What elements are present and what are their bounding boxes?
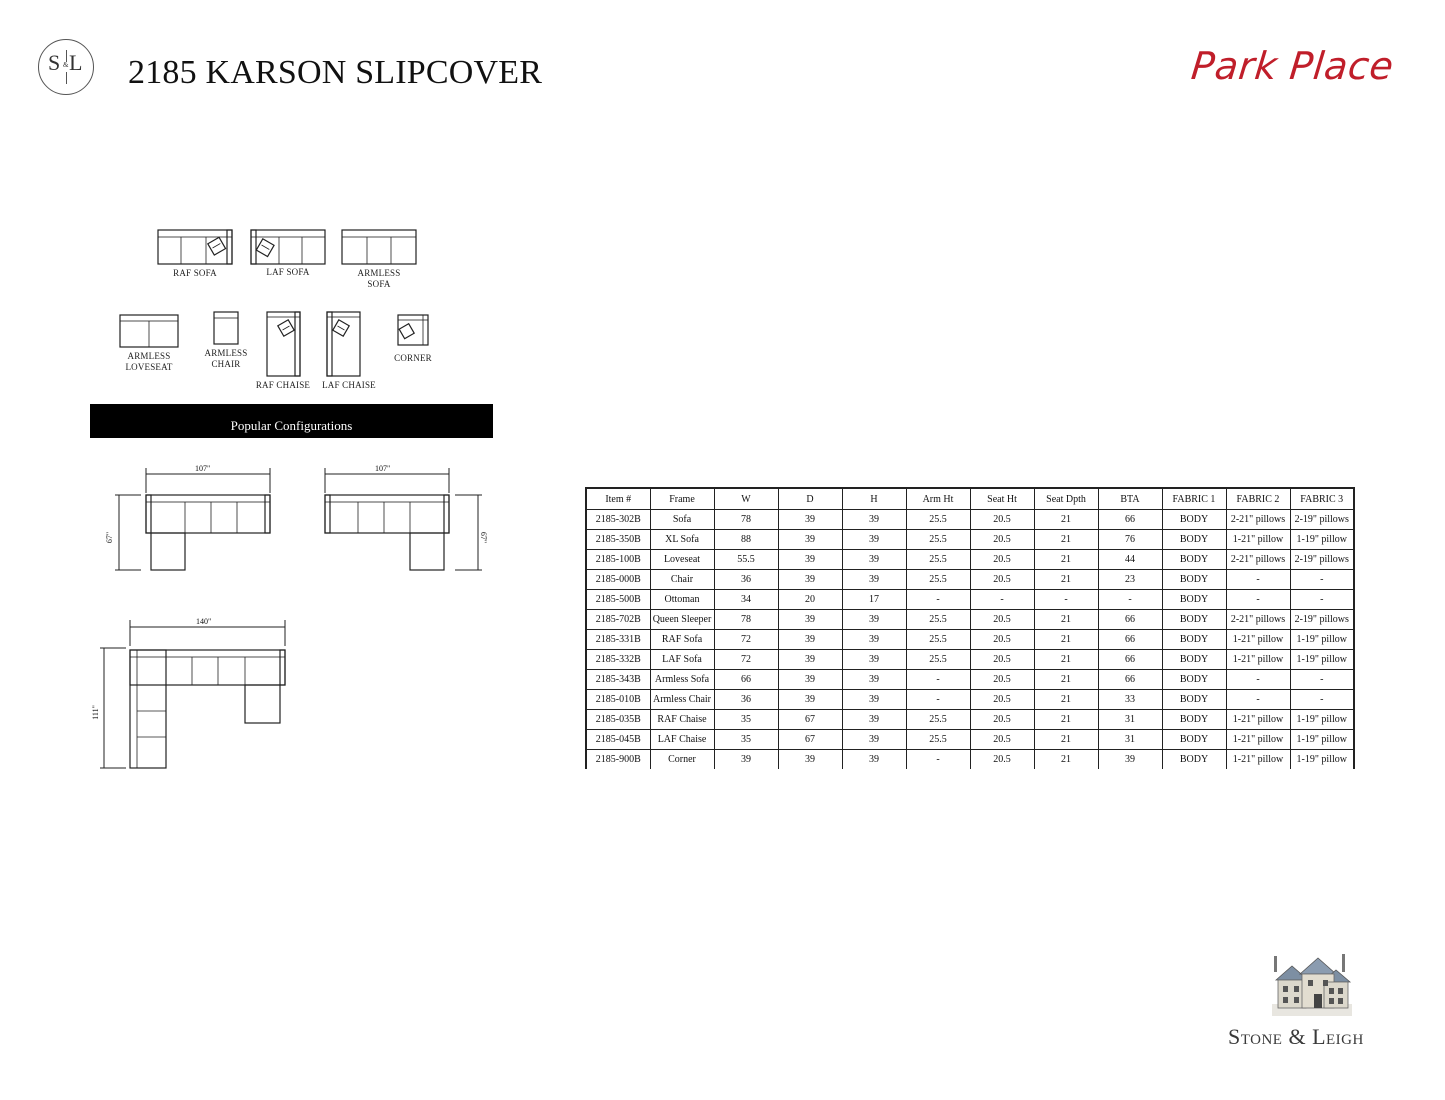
label-armless-loveseat-line2: LOVESEAT	[125, 362, 173, 372]
cell-bta: 66	[1098, 510, 1162, 530]
label-armless-chair	[186, 348, 266, 370]
cell-fabric-2: 1-21" pillow	[1226, 530, 1290, 550]
cell-w: 36	[714, 570, 778, 590]
cell-arm-ht: 25.5	[906, 610, 970, 630]
table-row	[586, 690, 1354, 710]
cell-bta: 66	[1098, 630, 1162, 650]
cell-frame: RAF Sofa	[650, 630, 714, 650]
cell-arm-ht: 25.5	[906, 510, 970, 530]
cell-seat-dpth: 21	[1034, 630, 1098, 650]
cell-bta: 66	[1098, 610, 1162, 630]
label-armless-loveseat	[109, 351, 189, 373]
table-row	[586, 630, 1354, 650]
table-row	[586, 510, 1354, 530]
cell-fabric-2: 1-21" pillow	[1226, 750, 1290, 770]
cell-h: 39	[842, 650, 906, 670]
raf-sofa-diagram	[158, 230, 232, 264]
label-laf-sofa: LAF SOFA	[266, 267, 310, 277]
cell-bta: 66	[1098, 670, 1162, 690]
cell-fabric-2: -	[1226, 690, 1290, 710]
cell-fabric-2: 1-21" pillow	[1226, 650, 1290, 670]
label-armless-sofa	[339, 268, 419, 290]
config-3-width-label: 140"	[196, 617, 212, 626]
cell-seat-dpth: 21	[1034, 750, 1098, 770]
cell-w: 35	[714, 710, 778, 730]
col-header-h: H	[842, 488, 906, 510]
cell-fabric-1: BODY	[1162, 510, 1226, 530]
page-title: 2185 KARSON SLIPCOVER	[128, 54, 543, 91]
cell-seat-dpth: 21	[1034, 730, 1098, 750]
cell-h: 39	[842, 690, 906, 710]
table-header-row	[586, 488, 1354, 510]
cell-fabric-1: BODY	[1162, 570, 1226, 590]
cell-item: 2185-045B	[586, 730, 650, 750]
label-corner: CORNER	[394, 353, 432, 363]
cell-bta: 76	[1098, 530, 1162, 550]
label-raf-sofa: RAF SOFA	[173, 268, 217, 278]
table-row	[586, 650, 1354, 670]
label-laf-chaise: LAF CHAISE	[322, 380, 376, 390]
cell-fabric-1: BODY	[1162, 690, 1226, 710]
cell-bta: -	[1098, 590, 1162, 610]
cell-seat-ht: 20.5	[970, 610, 1034, 630]
col-header-fabric-3: FABRIC 3	[1290, 488, 1354, 510]
cell-arm-ht: -	[906, 670, 970, 690]
cell-fabric-3: -	[1290, 690, 1354, 710]
cell-item: 2185-010B	[586, 690, 650, 710]
cell-d: 67	[778, 730, 842, 750]
cell-frame: Loveseat	[650, 550, 714, 570]
cell-d: 39	[778, 690, 842, 710]
cell-w: 78	[714, 610, 778, 630]
spec-table	[585, 487, 1355, 769]
cell-seat-dpth: -	[1034, 590, 1098, 610]
logo-ampersand: &	[63, 61, 69, 69]
cell-fabric-2: 2-21" pillows	[1226, 510, 1290, 530]
cell-seat-ht: 20.5	[970, 570, 1034, 590]
cell-fabric-1: BODY	[1162, 710, 1226, 730]
col-header-frame: Frame	[650, 488, 714, 510]
cell-fabric-2: 1-21" pillow	[1226, 730, 1290, 750]
cell-arm-ht: 25.5	[906, 730, 970, 750]
table-row	[586, 570, 1354, 590]
config-2-width-label: 107"	[375, 464, 391, 473]
cell-seat-ht: 20.5	[970, 630, 1034, 650]
cell-h: 39	[842, 570, 906, 590]
cell-w: 78	[714, 510, 778, 530]
cell-item: 2185-350B	[586, 530, 650, 550]
cell-d: 39	[778, 630, 842, 650]
cell-item: 2185-332B	[586, 650, 650, 670]
cell-bta: 44	[1098, 550, 1162, 570]
label-armless-sofa-line1: ARMLESS	[357, 268, 401, 278]
laf-chaise-diagram	[327, 312, 360, 376]
config-3-depth-label: 111"	[90, 705, 100, 720]
cell-d: 67	[778, 710, 842, 730]
piece-diagrams	[0, 0, 520, 400]
cell-item: 2185-343B	[586, 670, 650, 690]
cell-arm-ht: -	[906, 750, 970, 770]
cell-seat-dpth: 21	[1034, 650, 1098, 670]
cell-seat-dpth: 21	[1034, 570, 1098, 590]
cell-w: 36	[714, 690, 778, 710]
cell-seat-ht: -	[970, 590, 1034, 610]
cell-fabric-3: 1-19" pillow	[1290, 710, 1354, 730]
cell-bta: 23	[1098, 570, 1162, 590]
cell-d: 39	[778, 750, 842, 770]
cell-seat-dpth: 21	[1034, 610, 1098, 630]
cell-frame: LAF Sofa	[650, 650, 714, 670]
table-row	[586, 750, 1354, 770]
cell-frame: LAF Chaise	[650, 730, 714, 750]
cell-fabric-2: 1-21" pillow	[1226, 630, 1290, 650]
cell-frame: Queen Sleeper	[650, 610, 714, 630]
cell-bta: 39	[1098, 750, 1162, 770]
cell-d: 39	[778, 510, 842, 530]
cell-d: 39	[778, 570, 842, 590]
cell-seat-dpth: 21	[1034, 510, 1098, 530]
cell-seat-dpth: 21	[1034, 530, 1098, 550]
logo-letter-right: L	[69, 50, 83, 75]
table-row	[586, 670, 1354, 690]
cell-arm-ht: 25.5	[906, 710, 970, 730]
cell-frame: Ottoman	[650, 590, 714, 610]
cell-fabric-1: BODY	[1162, 670, 1226, 690]
popular-configurations-heading: Popular Configurations	[90, 404, 493, 438]
cell-fabric-3: -	[1290, 570, 1354, 590]
house-logo-icon	[1270, 952, 1354, 1018]
cell-w: 34	[714, 590, 778, 610]
cell-fabric-3: -	[1290, 590, 1354, 610]
cell-item: 2185-702B	[586, 610, 650, 630]
label-raf-chaise: RAF CHAISE	[255, 380, 311, 390]
collection-brand: Park Place	[1189, 44, 1396, 88]
col-header-bta: BTA	[1098, 488, 1162, 510]
cell-arm-ht: 25.5	[906, 630, 970, 650]
config-2-diagram	[325, 468, 482, 570]
cell-h: 39	[842, 610, 906, 630]
cell-frame: Sofa	[650, 510, 714, 530]
cell-seat-ht: 20.5	[970, 550, 1034, 570]
cell-seat-ht: 20.5	[970, 670, 1034, 690]
cell-arm-ht: -	[906, 690, 970, 710]
cell-fabric-1: BODY	[1162, 650, 1226, 670]
raf-chaise-diagram	[267, 312, 300, 376]
cell-w: 55.5	[714, 550, 778, 570]
cell-frame: Corner	[650, 750, 714, 770]
cell-arm-ht: 25.5	[906, 650, 970, 670]
cell-fabric-1: BODY	[1162, 730, 1226, 750]
cell-fabric-3: -	[1290, 670, 1354, 690]
cell-h: 39	[842, 530, 906, 550]
cell-item: 2185-331B	[586, 630, 650, 650]
cell-item: 2185-302B	[586, 510, 650, 530]
col-header-w: W	[714, 488, 778, 510]
cell-fabric-2: 1-21" pillow	[1226, 710, 1290, 730]
armless-loveseat-diagram	[120, 315, 178, 347]
config-3-diagram	[100, 620, 285, 768]
cell-seat-ht: 20.5	[970, 530, 1034, 550]
cell-fabric-3: 2-19" pillows	[1290, 510, 1354, 530]
cell-h: 39	[842, 550, 906, 570]
cell-h: 39	[842, 630, 906, 650]
cell-seat-dpth: 21	[1034, 550, 1098, 570]
cell-item: 2185-500B	[586, 590, 650, 610]
cell-fabric-1: BODY	[1162, 750, 1226, 770]
cell-h: 39	[842, 710, 906, 730]
table-row	[586, 710, 1354, 730]
cell-d: 39	[778, 670, 842, 690]
cell-fabric-1: BODY	[1162, 630, 1226, 650]
armless-chair-diagram	[214, 312, 238, 344]
col-header-fabric-1: FABRIC 1	[1162, 488, 1226, 510]
cell-w: 35	[714, 730, 778, 750]
cell-fabric-3: 1-19" pillow	[1290, 630, 1354, 650]
cell-seat-dpth: 21	[1034, 670, 1098, 690]
cell-h: 39	[842, 750, 906, 770]
col-header-seat-dpth: Seat Dpth	[1034, 488, 1098, 510]
cell-arm-ht: 25.5	[906, 530, 970, 550]
cell-seat-ht: 20.5	[970, 650, 1034, 670]
col-header-fabric-2: FABRIC 2	[1226, 488, 1290, 510]
cell-w: 88	[714, 530, 778, 550]
cell-w: 72	[714, 630, 778, 650]
cell-fabric-3: 2-19" pillows	[1290, 550, 1354, 570]
armless-sofa-diagram	[342, 230, 416, 264]
cell-seat-dpth: 21	[1034, 690, 1098, 710]
cell-item: 2185-000B	[586, 570, 650, 590]
cell-w: 72	[714, 650, 778, 670]
cell-fabric-2: -	[1226, 570, 1290, 590]
footer-company-name: Stone & Leigh	[1228, 1024, 1364, 1049]
col-header-seat-ht: Seat Ht	[970, 488, 1034, 510]
cell-w: 66	[714, 670, 778, 690]
config-2-depth-label: 67"	[479, 531, 489, 544]
cell-fabric-3: 1-19" pillow	[1290, 650, 1354, 670]
label-armless-chair-line1: ARMLESS	[204, 348, 248, 358]
table-row	[586, 730, 1354, 750]
cell-item: 2185-035B	[586, 710, 650, 730]
cell-fabric-3: 1-19" pillow	[1290, 750, 1354, 770]
cell-frame: XL Sofa	[650, 530, 714, 550]
cell-frame: RAF Chaise	[650, 710, 714, 730]
cell-h: 39	[842, 730, 906, 750]
cell-bta: 66	[1098, 650, 1162, 670]
cell-arm-ht: 25.5	[906, 550, 970, 570]
cell-item: 2185-100B	[586, 550, 650, 570]
cell-frame: Armless Sofa	[650, 670, 714, 690]
col-header-d: D	[778, 488, 842, 510]
cell-fabric-3: 2-19" pillows	[1290, 610, 1354, 630]
cell-fabric-1: BODY	[1162, 590, 1226, 610]
cell-frame: Chair	[650, 570, 714, 590]
config-1-diagram	[115, 468, 270, 570]
cell-fabric-1: BODY	[1162, 610, 1226, 630]
corner-diagram	[398, 315, 428, 345]
cell-seat-ht: 20.5	[970, 510, 1034, 530]
cell-arm-ht: 25.5	[906, 570, 970, 590]
cell-seat-dpth: 21	[1034, 710, 1098, 730]
cell-w: 39	[714, 750, 778, 770]
config-1-width-label: 107"	[195, 464, 211, 473]
cell-d: 39	[778, 530, 842, 550]
cell-d: 20	[778, 590, 842, 610]
label-armless-chair-line2: CHAIR	[211, 359, 241, 369]
table-row	[586, 550, 1354, 570]
cell-item: 2185-900B	[586, 750, 650, 770]
col-header-arm-ht: Arm Ht	[906, 488, 970, 510]
cell-fabric-3: 1-19" pillow	[1290, 730, 1354, 750]
cell-h: 17	[842, 590, 906, 610]
label-armless-loveseat-line1: ARMLESS	[127, 351, 171, 361]
cell-d: 39	[778, 610, 842, 630]
cell-seat-ht: 20.5	[970, 750, 1034, 770]
cell-fabric-3: 1-19" pillow	[1290, 530, 1354, 550]
cell-h: 39	[842, 510, 906, 530]
col-header-item: Item #	[586, 488, 650, 510]
table-row	[586, 610, 1354, 630]
cell-fabric-1: BODY	[1162, 550, 1226, 570]
cell-bta: 31	[1098, 710, 1162, 730]
cell-fabric-2: 2-21" pillows	[1226, 550, 1290, 570]
cell-fabric-2: -	[1226, 590, 1290, 610]
logo-letter-left: S	[48, 50, 61, 75]
cell-bta: 31	[1098, 730, 1162, 750]
cell-frame: Armless Chair	[650, 690, 714, 710]
cell-d: 39	[778, 550, 842, 570]
laf-sofa-diagram	[251, 230, 325, 264]
cell-fabric-1: BODY	[1162, 530, 1226, 550]
table-row	[586, 590, 1354, 610]
cell-h: 39	[842, 670, 906, 690]
cell-bta: 33	[1098, 690, 1162, 710]
configuration-diagrams	[0, 440, 520, 780]
cell-fabric-2: 2-21" pillows	[1226, 610, 1290, 630]
cell-seat-ht: 20.5	[970, 690, 1034, 710]
cell-fabric-2: -	[1226, 670, 1290, 690]
label-armless-sofa-line2: SOFA	[367, 279, 391, 289]
config-1-depth-label: 67"	[105, 531, 115, 544]
cell-seat-ht: 20.5	[970, 730, 1034, 750]
cell-seat-ht: 20.5	[970, 710, 1034, 730]
table-row	[586, 530, 1354, 550]
cell-d: 39	[778, 650, 842, 670]
cell-arm-ht: -	[906, 590, 970, 610]
